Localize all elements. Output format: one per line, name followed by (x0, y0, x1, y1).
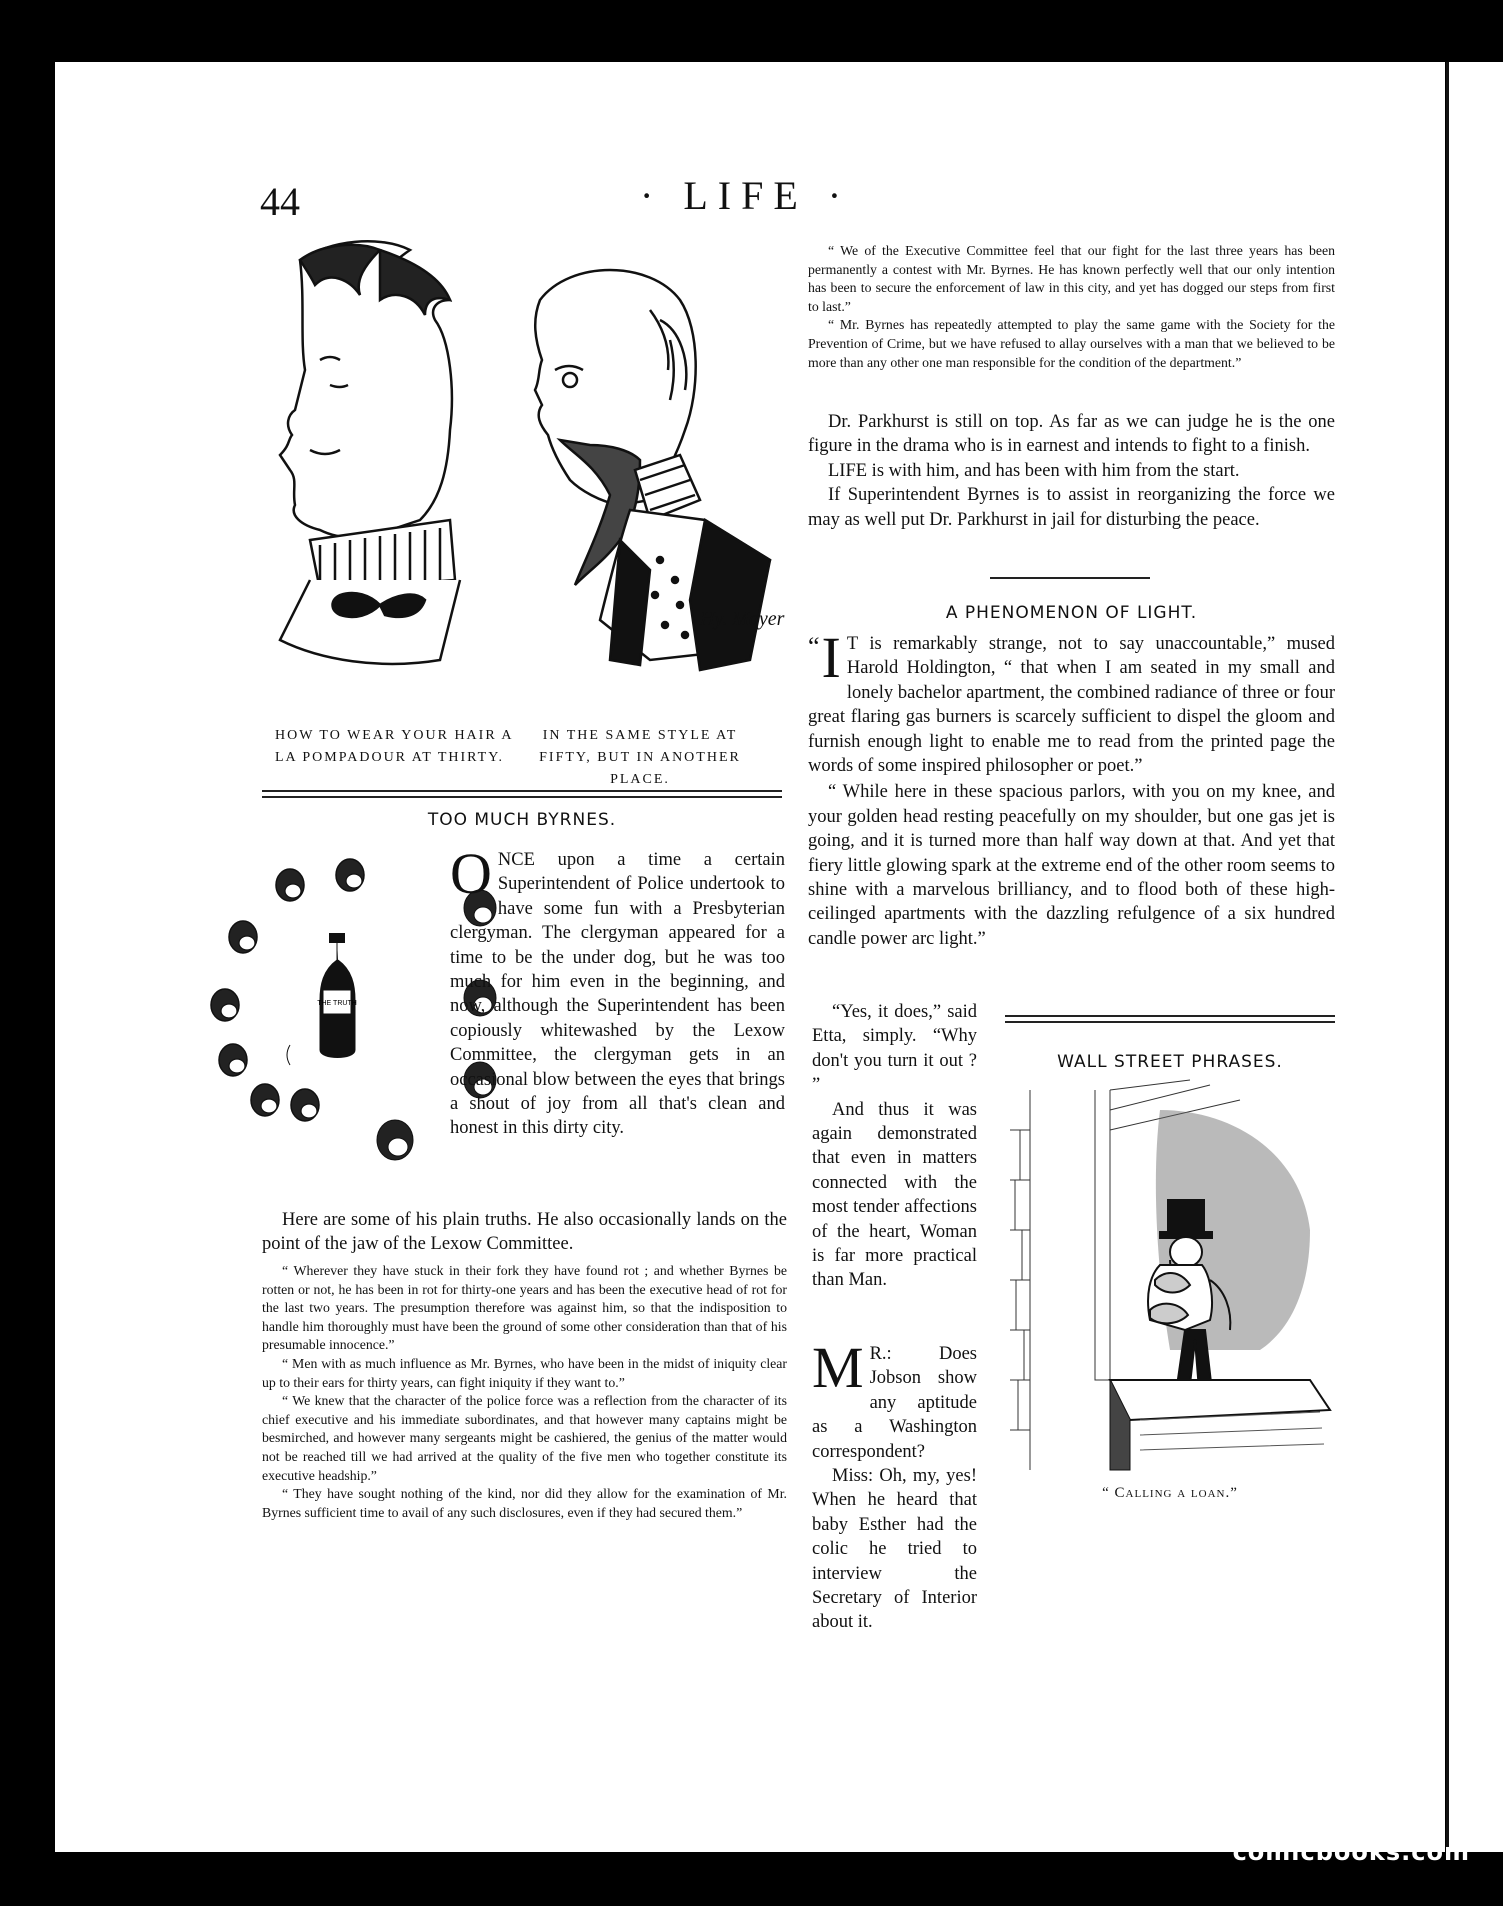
facing-page-edge (1446, 62, 1503, 1852)
byrnes-paragraph-2: Here are some of his plain truths. He also occasionally lands on the point of the jaw of the Lexow Committee. (262, 1210, 787, 1255)
page-number: 44 (260, 179, 300, 224)
dropcap-m: M (812, 1335, 864, 1400)
site-watermark: comicbooks.com (1232, 1838, 1470, 1866)
light-ending: “Yes, it does,” said Etta, simply. “Why don't you turn it out ? ” And thus it was again demonstrated that even in matters connected with the most tender affections of the heart, Woman is far more practical than Man. (812, 1002, 977, 1291)
quote-paragraph: “ They have sought nothing of the kind, nor did they allow for the examination of Mr. Byrnes sufficient time to avail of any such disclosures, even if they had secured them.” (262, 1486, 787, 1520)
short-divider (990, 577, 1150, 579)
jobson-article: M R.: Does Jobson show any aptitude as a Washington correspondent? Miss: Oh, my, yes! When he heard that baby Esther had the colic he tried to interview the Secretary of Interior about it. (812, 1335, 977, 1633)
quote-paragraph: “ Wherever they have stuck in their fork they have found rot ; and whether Byrnes be rotten or not, he has been in rot for thirty-one years and has been the executive head of rot for the last two years. The presumption therefore was against him, so that the indisposition to handle him thoroughly must have been the ground of some other consideration than that of his presumable innocence.” (262, 1263, 787, 1353)
caption-right: IN THE SAME STYLE AT FIFTY, BUT IN ANOTHER PLACE. (539, 728, 741, 787)
byrnes-head-bottom (360, 1110, 430, 1170)
byrnes-lead-paragraph: ONCE upon a time a certain Superintendent of Police undertook to have some fun with a Presbyterian clergyman. The clergyman appeared for a time to be the under dog, but he was too much for him even in the beginning, and now, although the Superintendent has been copiously whitewashed by the Lexow Committee, the clergyman gets in an occasional blow between the eyes that brings a shout of joy from all that's clean and honest in this dirty city. (450, 841, 785, 1139)
dropcap-i: I (821, 625, 841, 690)
article-title-byrnes: TOO MUCH BYRNES. (427, 810, 617, 830)
wallstreet-divider (1005, 1015, 1335, 1023)
section-divider (262, 790, 782, 798)
opening-quote: “ (808, 632, 820, 661)
dropcap-o: O (450, 841, 492, 906)
masthead: · LIFE · (640, 173, 852, 218)
quote-paragraph: “ We knew that the character of the police force was a reflection from the character of its chief executive and his immediate subordinates, and that however many captains might be besmirched, and however many sergeants might be cashiered, the genius of the matter would not be reached till we had arrived at the quality of the five men who together constitute its executive headship.” (262, 1393, 787, 1483)
article-title-wallstreet: WALL STREET PHRASES. (1057, 1052, 1283, 1072)
byrnes-conclusion: Dr. Parkhurst is still on top. As far as we can judge he is the one figure in the drama who is in earnest and intends to fight to a finish. LIFE is with him, and has been with him from the start. If Superintendent Byrnes is to assist in reorganizing the force we may as well put Dr. Parkhurst in jail for disturbing the peace. (808, 412, 1335, 530)
byrnes-quotes-right (808, 242, 1335, 372)
artist-signature: Hy. Mayer (700, 608, 785, 630)
bottle-label: THE TRUTH (317, 1000, 357, 1007)
caption-left: HOW TO WEAR YOUR HAIR A LA POMPADOUR AT THIRTY. (275, 728, 513, 765)
pompadour-illustration (180, 240, 785, 710)
byrnes-quotes-left (262, 1262, 787, 1522)
quote-paragraph: “ Mr. Byrnes has repeatedly attempted to play the same game with the Society for the Prevention of Crime, but we have refused to allay ourselves with a man that we believed to be more than any other one man responsible for the condition of the department.” (808, 317, 1335, 370)
light-lead-paragraph: “ I T is remarkably strange, not to say unaccountable,” mused Harold Holdington, “ that when I am seated in my small and lonely bachelor apartment, the combined radiance of three or four great flaring gas burners is scarcely sufficient to dispel the gloom and furnish enough light to enable me to read from the printed page the words of some inspired philosopher or poet.” “ While here in these spacious parlors, with you on my knee, and your golden head resting peacefully on my shoulder, but one gas jet is going, and it is turned more than half way down at that. And yet that fiery little glowing spark at the extreme end of the other room seems to shine with a marvelous brilliancy, and to flood both of these high-ceilinged apartments with the dazzling refulgence of a six hundred candle power arc light.” (808, 625, 1335, 949)
wallstreet-caption: “ Calling a loan.” (1102, 1485, 1238, 1501)
quote-paragraph: “ Men with as much influence as Mr. Byrnes, who have been in the midst of iniquity clear up to their ears for thirty years, can fight iniquity if they want to.” (262, 1355, 787, 1390)
quote-paragraph: “ We of the Executive Committee feel that our fight for the last three years has been permanently a contest with Mr. Byrnes. He has known perfectly well that our only intention has been to secure the enforcement of law in this city, and yet has dogged our steps from first to last.” (808, 243, 1335, 314)
wallstreet-illustration (1010, 1090, 1330, 1470)
byrnes-heads-illustration (205, 855, 435, 1145)
article-title-light: A PHENOMENON OF LIGHT. (945, 603, 1198, 623)
